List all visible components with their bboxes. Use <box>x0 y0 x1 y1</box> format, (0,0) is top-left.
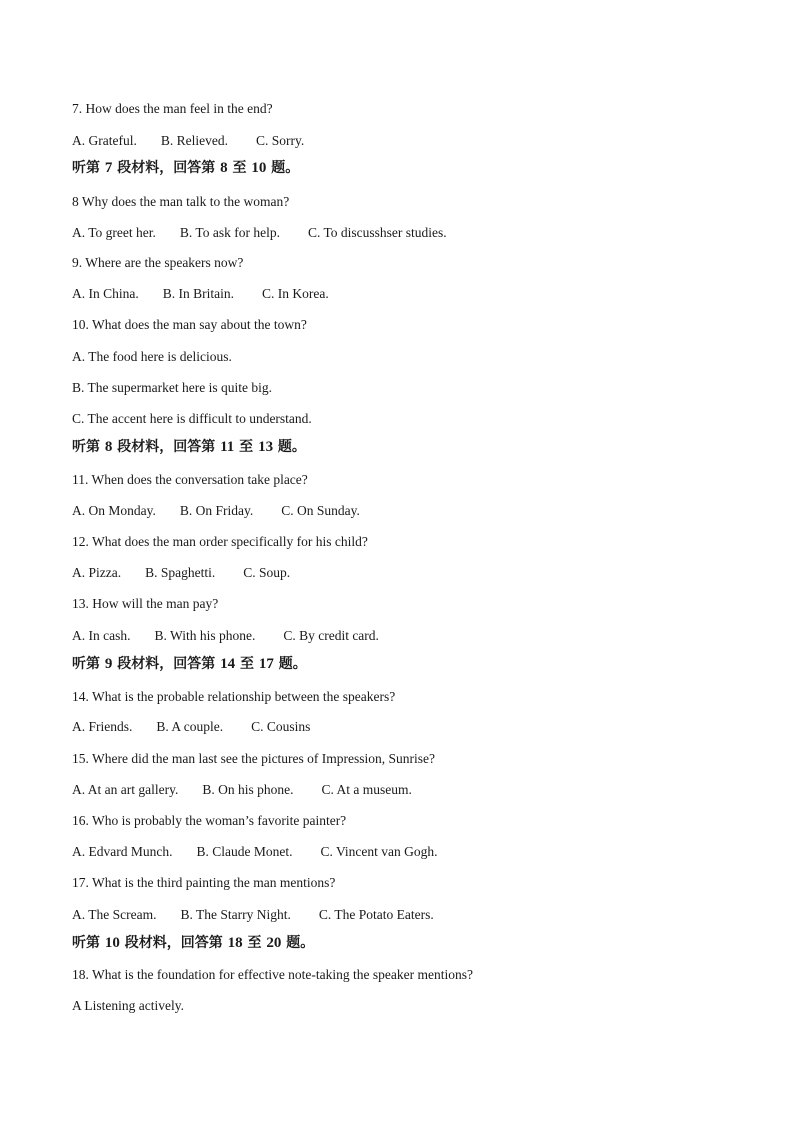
instruction-number: 18 <box>227 935 243 951</box>
instruction-number: 7 <box>104 160 113 176</box>
question-text: C. The accent here is difficult to understand. <box>72 411 312 426</box>
question-text: 13. How will the man pay? <box>72 596 219 611</box>
instruction-text: 题。 <box>273 439 306 455</box>
instruction-text: 段材料，回答第 <box>112 160 221 176</box>
answer-options <box>72 132 304 150</box>
answer-option: B. Claude Monet. <box>196 844 293 859</box>
instruction-number: 11 <box>220 439 235 455</box>
answer-option: C. The Potato Eaters. <box>318 907 434 922</box>
answer-option: B. A couple. <box>156 719 224 734</box>
instruction-text: 段材料，回答第 <box>112 439 221 455</box>
answer-options <box>72 285 329 303</box>
answer-options <box>72 502 360 520</box>
instruction-text: 至 <box>235 656 259 672</box>
question-text: 11. When does the conversation take place? <box>72 472 308 487</box>
answer-options <box>72 906 434 924</box>
question-text: 14. What is the probable relationship between the speakers? <box>72 689 396 704</box>
answer-option: C. Soup. <box>243 565 291 580</box>
instruction-number: 8 <box>220 160 228 176</box>
answer-options <box>72 564 290 582</box>
answer-option: A. In cash. <box>72 628 131 643</box>
question-text: A Listening actively. <box>72 998 184 1013</box>
answer-option: A. The Scream. <box>72 907 157 922</box>
question-text: 16. Who is probably the woman’s favorite painter? <box>72 813 347 828</box>
instruction-number: 14 <box>220 656 236 672</box>
instruction-number: 8 <box>104 439 113 455</box>
section-instruction <box>72 158 299 178</box>
answer-option: A. Grateful. <box>72 133 137 148</box>
answer-option: C. On Sunday. <box>281 503 360 518</box>
section-instruction <box>72 437 306 457</box>
instruction-number: 13 <box>258 439 274 455</box>
answer-option: C. Cousins <box>251 719 311 734</box>
question-text: B. The supermarket here is quite big. <box>72 380 272 395</box>
answer-options <box>72 224 447 242</box>
answer-option: B. On Friday. <box>179 503 254 518</box>
answer-option: A. At an art gallery. <box>72 782 179 797</box>
instruction-text: 听第 <box>72 935 105 951</box>
answer-options <box>72 627 379 645</box>
instruction-number: 10 <box>104 935 120 951</box>
answer-options <box>72 718 310 736</box>
answer-option: B. On his phone. <box>202 782 294 797</box>
question-text: 18. What is the foundation for effective note-taking the speaker mentions? <box>72 967 473 982</box>
instruction-number: 9 <box>104 656 113 672</box>
instruction-text: 至 <box>242 935 267 951</box>
answer-option: B. To ask for help. <box>179 225 280 240</box>
question-text: 8 Why does the man talk to the woman? <box>72 194 290 209</box>
question-text: 7. How does the man feel in the end? <box>72 101 273 116</box>
instruction-text: 听第 <box>72 439 105 455</box>
question-text: A. The food here is delicious. <box>72 349 232 364</box>
instruction-text: 题。 <box>281 935 315 951</box>
instruction-text: 听第 <box>72 160 105 176</box>
question-text: 15. Where did the man last see the pictures of Impression, Sunrise? <box>72 751 436 766</box>
answer-option: C. Sorry. <box>255 133 305 148</box>
answer-options <box>72 781 412 799</box>
section-instruction <box>72 654 307 674</box>
instruction-text: 至 <box>234 439 259 455</box>
answer-option: B. In Britain. <box>162 286 234 301</box>
answer-option: A. On Monday. <box>72 503 156 518</box>
question-text: 9. Where are the speakers now? <box>72 255 244 270</box>
answer-option: C. To discusshser studies. <box>307 225 447 240</box>
question-text: 10. What does the man say about the town? <box>72 317 307 332</box>
instruction-number: 17 <box>258 656 274 672</box>
answer-option: C. In Korea. <box>262 286 329 301</box>
answer-option: A. In China. <box>72 286 139 301</box>
instruction-text: 听第 <box>72 656 105 672</box>
answer-option: B. With his phone. <box>154 628 256 643</box>
answer-option: B. Relieved. <box>160 133 228 148</box>
question-text: 17. What is the third painting the man mentions? <box>72 875 336 890</box>
answer-option: C. At a museum. <box>321 782 412 797</box>
instruction-number: 20 <box>266 935 282 951</box>
instruction-text: 题。 <box>266 160 300 176</box>
instruction-number: 10 <box>251 160 267 176</box>
answer-option: A. To greet her. <box>72 225 156 240</box>
question-text: 12. What does the man order specifically for his child? <box>72 534 368 549</box>
answer-option: C. Vincent van Gogh. <box>320 844 438 859</box>
instruction-text: 段材料，回答第 <box>119 935 228 951</box>
answer-option: B. The Starry Night. <box>180 907 291 922</box>
answer-option: A. Edvard Munch. <box>72 844 173 859</box>
answer-option: C. By credit card. <box>283 628 379 643</box>
instruction-text: 至 <box>227 160 252 176</box>
section-instruction <box>72 933 314 953</box>
answer-option: A. Friends. <box>72 719 133 734</box>
answer-option: B. Spaghetti. <box>145 565 216 580</box>
answer-option: A. Pizza. <box>72 565 122 580</box>
answer-options <box>72 843 438 861</box>
instruction-text: 题。 <box>273 656 307 672</box>
instruction-text: 段材料，回答第 <box>112 656 221 672</box>
